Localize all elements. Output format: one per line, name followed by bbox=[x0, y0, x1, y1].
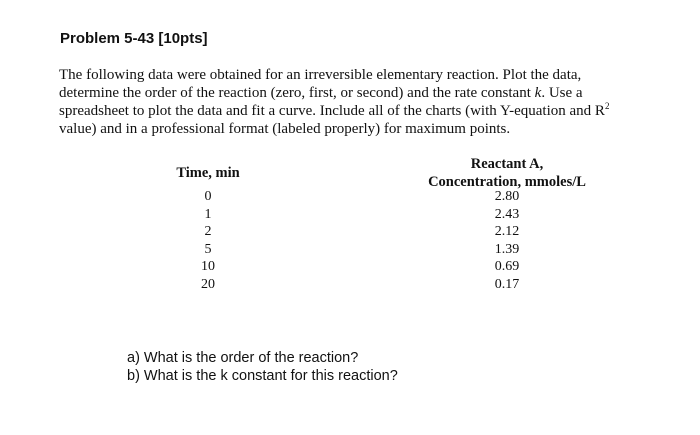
description-line-3-text: spreadsheet to plot the data and fit a curve. Include all of the charts (with Y-equation and R bbox=[59, 103, 605, 119]
question-a: a) What is the order of the reaction? bbox=[127, 350, 359, 366]
concentration-value: 2.80 bbox=[494, 189, 520, 204]
concentration-header-line-1: Reactant A, bbox=[470, 156, 544, 172]
question-b: b) What is the k constant for this reaction? bbox=[127, 368, 398, 384]
problem-title: Problem 5-43 [10pts] bbox=[60, 30, 208, 47]
rate-constant-symbol: k bbox=[534, 85, 542, 101]
description-line-4: value) and in a professional format (labeled properly) for maximum points. bbox=[59, 121, 511, 137]
concentration-header-line-2: Concentration, mmoles/L bbox=[428, 174, 586, 190]
concentration-value: 1.39 bbox=[494, 241, 520, 257]
time-values-column bbox=[178, 188, 238, 293]
description-line-2-end: . Use a bbox=[541, 85, 583, 101]
time-value: 20 bbox=[201, 276, 215, 292]
time-value: 1 bbox=[204, 206, 212, 222]
time-value: 0 bbox=[204, 189, 212, 204]
r-squared-superscript: 2 bbox=[604, 101, 610, 111]
time-value: 5 bbox=[204, 241, 212, 257]
problem-description bbox=[59, 66, 659, 138]
description-line-2-text: determine the order of the reaction (zero, first, or second) and the rate constant bbox=[59, 85, 535, 101]
concentration-values-column bbox=[470, 188, 544, 293]
time-column-header: Time, min bbox=[176, 165, 240, 181]
questions-list bbox=[127, 349, 398, 385]
description-line-1: The following data were obtained for an irreversible elementary reaction. Plot the data, bbox=[59, 67, 582, 83]
concentration-value: 0.69 bbox=[494, 259, 520, 274]
concentration-column-header bbox=[410, 155, 604, 191]
concentration-value: 2.43 bbox=[494, 206, 520, 222]
time-value: 10 bbox=[201, 259, 215, 274]
concentration-value: 0.17 bbox=[494, 276, 520, 292]
description-line-2 bbox=[59, 84, 659, 102]
description-line-3 bbox=[59, 102, 659, 120]
concentration-value: 2.12 bbox=[494, 224, 520, 239]
time-value: 2 bbox=[204, 224, 212, 239]
